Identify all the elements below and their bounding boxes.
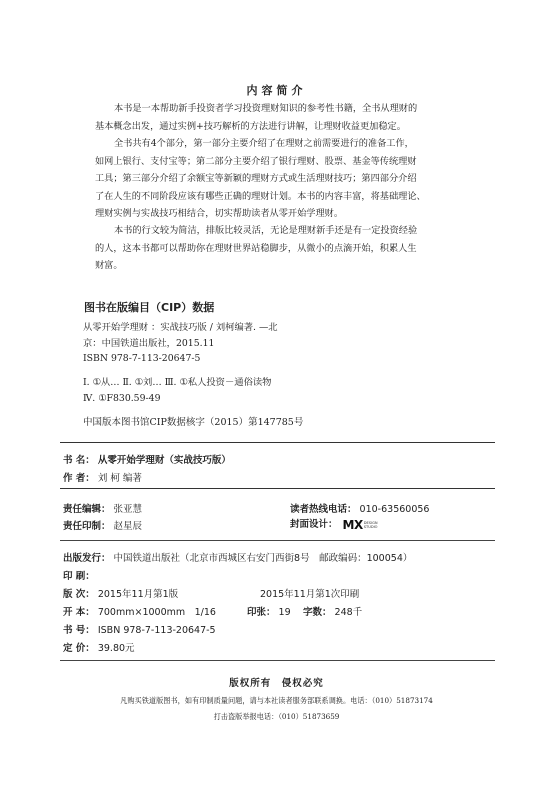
- editor-value: 张亚慧: [113, 504, 143, 515]
- summary-line: 本书是一本帮助新手投资者学习投资理财知识的参考性书籍，全书从理财的: [114, 103, 418, 114]
- edition-value: 2015年11月第1版: [97, 589, 179, 600]
- logo-mark: MX: [342, 517, 363, 532]
- summary-line: 理财实例与实战技巧相结合，切实帮助读者从零开始学理财。: [95, 208, 344, 219]
- printing-value: 赵星辰: [113, 521, 143, 532]
- impression-value: 2015年11月第1次印刷: [260, 589, 360, 600]
- cip-class-line: Ⅳ. ①F830.59-49: [83, 392, 161, 404]
- summary-line: 如网上银行、支付宝等；第二部分主要介绍了银行理财、股票、基金等传统理财: [95, 155, 417, 167]
- book-title-row: [63, 452, 231, 466]
- cip-class-line: Ⅰ. ①从… Ⅱ. ①刘… Ⅲ. ①私人投资－通俗读物: [83, 377, 272, 388]
- words-label: 字数：: [303, 607, 332, 618]
- words-row: [303, 604, 362, 618]
- divider: [60, 540, 495, 541]
- sheets-value: 19: [278, 607, 291, 618]
- printing-row: [63, 518, 142, 532]
- summary-line: 的人，这本书都可以帮助你在理财世界站稳脚步，从微小的点滴开始，积累人生: [95, 242, 417, 254]
- summary-line: 全书共有4个部分，第一部分主要介绍了在理财之前需要进行的准备工作，: [114, 138, 414, 149]
- design-studio-logo: [343, 518, 378, 532]
- author-value: 刘 柯 编著: [97, 473, 142, 484]
- summary-paragraph-1: [95, 100, 475, 135]
- publisher-label: 出版发行：: [63, 553, 111, 564]
- logo-subtext-line: STUDIO: [363, 524, 378, 529]
- divider: [60, 660, 495, 661]
- edition-label: 版 次：: [63, 589, 95, 600]
- isbn-value: ISBN 978-7-113-20647-5: [97, 625, 216, 636]
- summary-line: 本书的行文较为简洁，排版比较灵活，无论是理财新手还是有一定投资经验: [114, 225, 418, 236]
- format-label: 开 本：: [63, 607, 95, 618]
- hotline-label: 读者热线电话：: [290, 504, 357, 515]
- author-label: 作 者：: [63, 473, 95, 484]
- quality-notice: 凡购买铁道版图书，如有印制质量问题，请与本社读者服务部联系调换。电话：（010）51873174: [120, 696, 433, 705]
- isbn-label: 书 号：: [63, 625, 95, 636]
- author-row: [63, 470, 142, 484]
- printer-row: [63, 568, 95, 582]
- cip-record: [83, 320, 483, 367]
- cip-record-line: 京：中国铁道出版社，2015.11: [83, 337, 215, 349]
- cip-verify-number: 中国版本图书馆CIP数据核字（2015）第147785号: [83, 417, 304, 428]
- cip-heading: 图书在版编目（CIP）数据: [84, 301, 215, 314]
- price-label: 定 价：: [63, 643, 95, 654]
- rights-notice: 版权所有 侵权必究: [229, 678, 324, 689]
- cover-design-row: [290, 516, 378, 532]
- cover-design-label: 封面设计：: [290, 519, 338, 530]
- sheets-label: 印张：: [247, 607, 276, 618]
- printing-label: 责任印制：: [63, 521, 111, 532]
- divider: [60, 442, 495, 443]
- cip-record-line: 从零开始学理财 ：实战技巧版 / 刘柯编著. —北: [83, 322, 278, 333]
- book-title-value: 从零开始学理财（实战技巧版）: [97, 455, 231, 466]
- price-row: [63, 640, 135, 654]
- logo-subtext: [364, 521, 378, 529]
- summary-line: 财富。: [95, 260, 123, 271]
- summary-paragraph-2: [95, 135, 475, 223]
- divider: [60, 488, 495, 489]
- summary-title: 内容简介: [246, 84, 307, 97]
- sheets-row: [247, 604, 291, 618]
- printer-label: 印 刷：: [63, 571, 95, 582]
- cip-classification: [83, 375, 483, 406]
- editor-row: [63, 501, 142, 515]
- publisher-row: [63, 550, 412, 564]
- words-value: 248千: [334, 607, 363, 618]
- editor-label: 责任编辑：: [63, 504, 111, 515]
- hotline-value: 010-63560056: [359, 504, 430, 515]
- piracy-hotline: 打击盗版举报电话：（010）51873659: [213, 712, 340, 721]
- publisher-value: 中国铁道出版社（北京市西城区右安门西街8号 邮政编码：100054）: [113, 553, 413, 564]
- format-row: [63, 604, 216, 618]
- summary-line: 工具；第三部分介绍了余额宝等新颖的理财方式或生活理财技巧；第四部分介绍: [95, 173, 417, 184]
- price-value: 39.80元: [97, 643, 135, 654]
- book-title-label: 书 名：: [63, 455, 95, 466]
- summary-line: 了在人生的不同阶段应该有哪些正确的理财计划。本书的内容丰富，将基础理论、: [95, 190, 426, 202]
- logo-subtext-line: DESIGN: [363, 520, 378, 525]
- impression-row: [260, 586, 359, 600]
- isbn-row: [63, 622, 216, 636]
- format-value: 700mm×1000mm 1/16: [97, 607, 216, 618]
- cip-record-line: ISBN 978-7-113-20647-5: [83, 353, 201, 364]
- summary-line: 基本概念出发，通过实例+技巧解析的方法进行讲解，让理财收益更加稳定。: [95, 120, 406, 132]
- edition-row: [63, 586, 178, 600]
- hotline-row: [290, 501, 429, 515]
- summary-paragraph-3: [95, 222, 475, 275]
